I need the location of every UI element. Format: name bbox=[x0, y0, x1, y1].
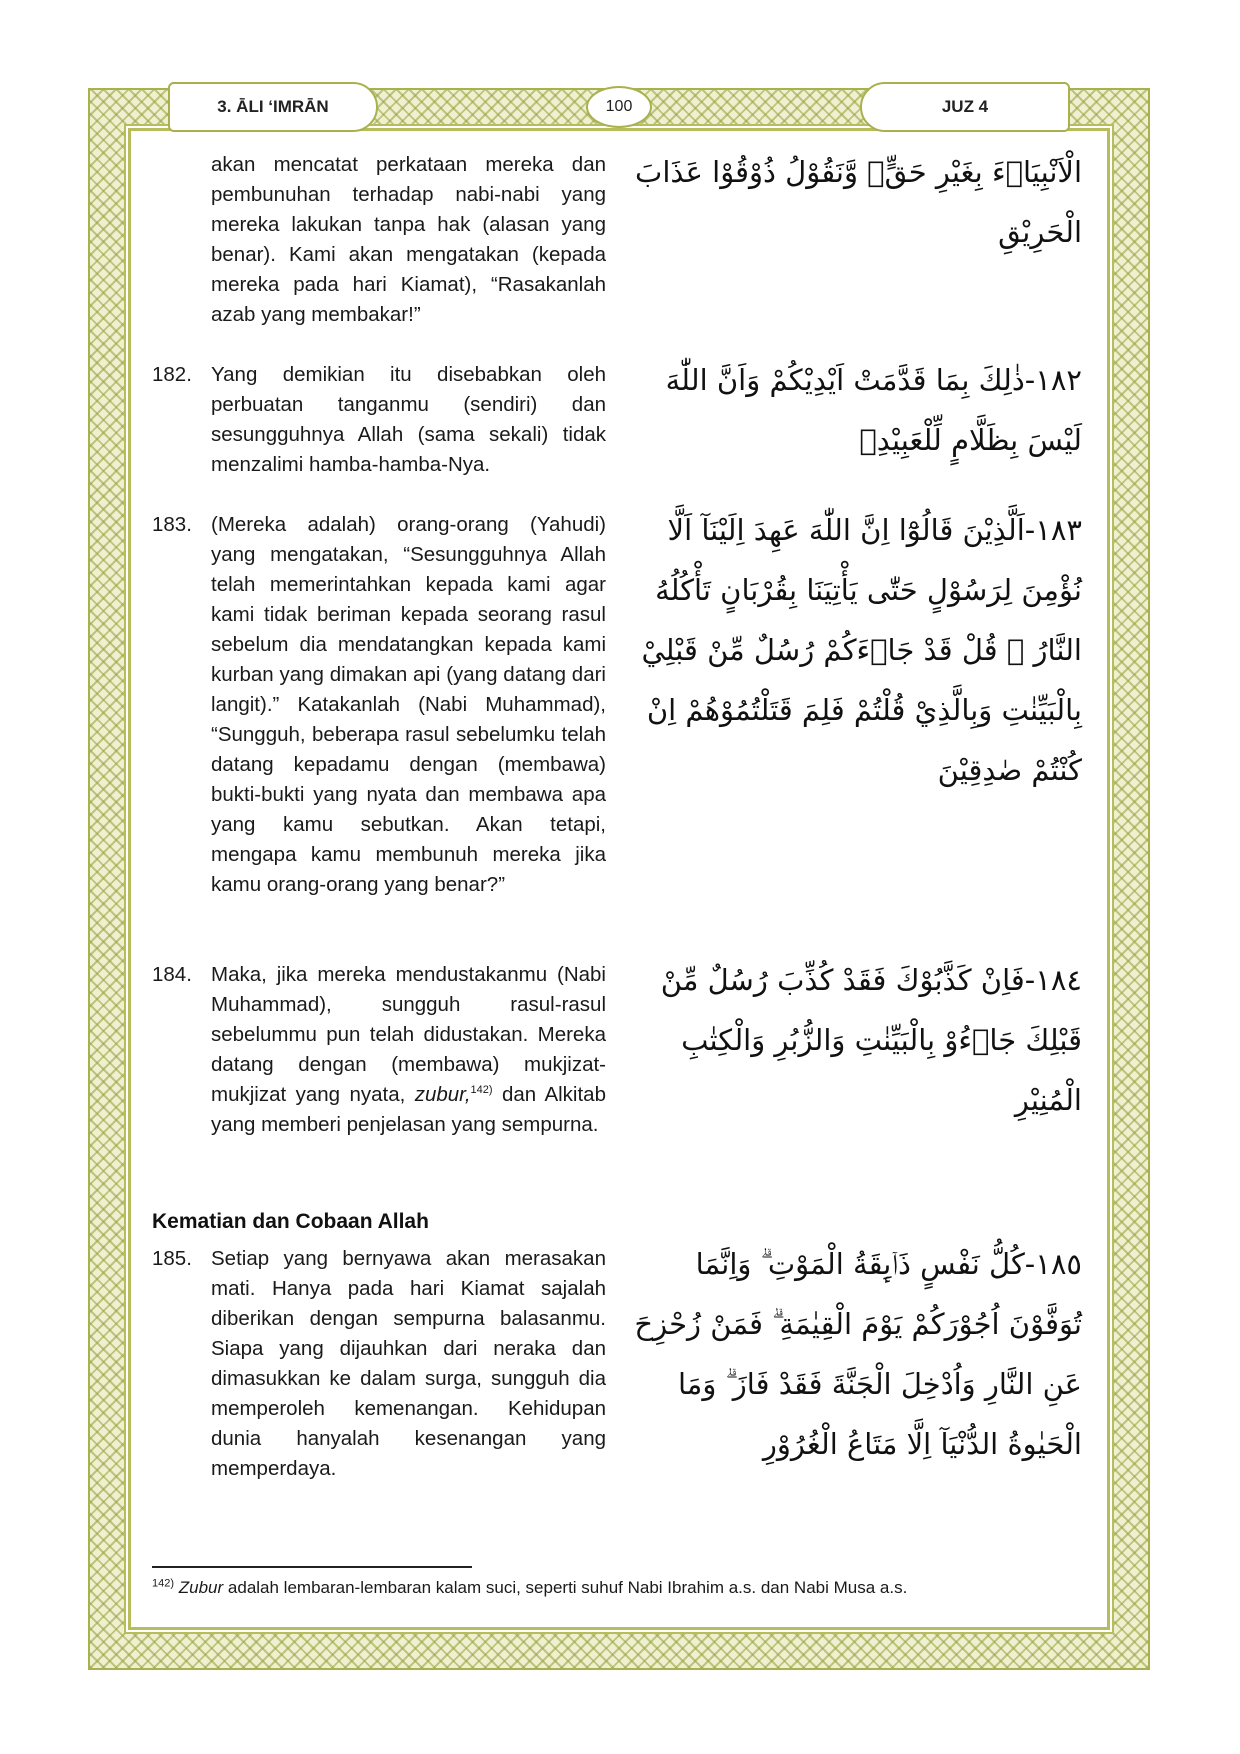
footnote-ref: 142) bbox=[470, 1084, 493, 1097]
translation-text: 183. (Mereka adalah) orang-orang (Yahudi) yang mengatakan, “Sesungguhnya Allah telah memerintahkan kepada kami agar kami tidak beriman kepada seorang rasul sebelum dia mendatangkan kepada kami kurban yang dimakan api (yang datang dari langit).” Katakanlah (Nabi Muhammad), “Sungguh, beberapa rasul sebelumku telah datang kepadamu dengan (membawa) bukti-bukti yang nyata dan membawa apa yang kamu sebutkan. Akan tetapi, mengapa kamu membunuh mereka jika kamu orang-orang yang benar?” bbox=[152, 510, 606, 900]
footnote-number: 142) bbox=[152, 1577, 175, 1590]
arabic-text: ١٨٥-كُلُّ نَفْسٍ ذَاۤىِٕقَةُ الْمَوْتِ ۗ وَاِنَّمَا تُوَفَّوْنَ اُجُوْرَكُمْ يَوْمَ الْقِيٰمَةِ ۗ فَمَنْ زُحْزِحَ عَنِ النَّارِ وَاُدْخِلَ الْجَنَّةَ فَقَدْ فَازَ ۗ وَمَا الْحَيٰوةُ الدُّنْيَآ اِلَّا مَتَاعُ الْغُرُوْرِ bbox=[634, 1247, 1082, 1461]
page-number: 100 bbox=[605, 98, 633, 115]
verse-number: 185. bbox=[152, 1247, 192, 1270]
page-number-badge bbox=[586, 86, 652, 128]
arabic-text: ١٨٢-ذٰلِكَ بِمَا قَدَّمَتْ اَيْدِيْكُمْ وَاَنَّ اللّٰهَ لَيْسَ بِظَلَّامٍ لِّلْعَبِيْدِۚ bbox=[665, 363, 1082, 457]
arabic-text: ١٨٤-فَاِنْ كَذَّبُوْكَ فَقَدْ كُذِّبَ رُسُلٌ مِّنْ قَبْلِكَ جَاۤءُوْ بِالْبَيِّنٰتِ وَالزُّبُرِ وَالْكِتٰبِ الْمُنِيْرِ bbox=[660, 963, 1082, 1117]
footnote-term: Zubur bbox=[178, 1578, 224, 1597]
footnote bbox=[152, 1578, 1052, 1598]
footnote-divider bbox=[152, 1566, 472, 1568]
verse-number: 184. bbox=[152, 963, 192, 986]
juz-tab bbox=[860, 82, 1070, 132]
arabic-text: ١٨٣-اَلَّذِيْنَ قَالُوْٓا اِنَّ اللّٰهَ عَهِدَ اِلَيْنَآ اَلَّا نُؤْمِنَ لِرَسُوْلٍ حَتّٰى يَأْتِيَنَا بِقُرْبَانٍ تَأْكُلُهُ النَّارُ ۗ قُلْ قَدْ جَاۤءَكُمْ رُسُلٌ مِّنْ قَبْلِيْ بِالْبَيِّنٰتِ وَبِالَّذِيْ قُلْتُمْ فَلِمَ قَتَلْتُمُوْهُمْ اِنْ كُنْتُمْ صٰدِقِيْنَ bbox=[641, 513, 1082, 787]
zubur-term: zubur, bbox=[414, 1083, 471, 1106]
footnote-text: adalah lembaran-lembaran kalam suci, seperti suhuf Nabi Ibrahim a.s. dan Nabi Musa a.s. bbox=[223, 1578, 908, 1597]
verse-number: 183. bbox=[152, 513, 192, 536]
juz-label: JUZ 4 bbox=[941, 97, 989, 116]
verse-number: 182. bbox=[152, 363, 192, 386]
translation-text: 185. Setiap yang bernyawa akan merasakan mati. Hanya pada hari Kiamat sajalah diberikan dengan sempurna balasanmu. Siapa yang dijauhkan dari neraka dan dimasukkan ke dalam surga, sungguh dia memperoleh kemenangan. Kehidupan dunia hanyalah kesenangan yang memperdaya. bbox=[152, 1244, 606, 1484]
arabic-text: الْاَنْبِيَاۤءَ بِغَيْرِ حَقٍّۙ وَّنَقُوْلُ ذُوْقُوْا عَذَابَ الْحَرِيْقِ bbox=[635, 155, 1082, 249]
surah-title-tab bbox=[168, 82, 378, 132]
translation-text: 182. Yang demikian itu disebabkan oleh perbuatan tanganmu (sendiri) dan sesungguhnya Allah (sama sekali) tidak menzalimi hamba-hamba-Nya. bbox=[152, 360, 606, 480]
surah-title: 3. ĀLI ‘IMRĀN bbox=[217, 97, 329, 116]
translation-text: 184. Maka, jika mereka mendustakanmu (Nabi Muhammad), sungguh rasul-rasul sebelummu pun telah didustakan. Mereka datang dengan (membawa) mukjizat-mukjizat yang nyata, zubur,$^{142)}$ dan Alkitab yang memberi penjelasan yang sempurna. bbox=[152, 960, 606, 1140]
translation-text: akan mencatat perkataan mereka dan pembunuhan terhadap nabi-nabi yang mereka lakukan tanpa hak (alasan yang benar). Kami akan mengatakan (kepada mereka pada hari Kiamat), “Rasakanlah azab yang membakar!” bbox=[211, 153, 606, 326]
section-heading: Kematian dan Cobaan Allah bbox=[152, 1210, 429, 1233]
